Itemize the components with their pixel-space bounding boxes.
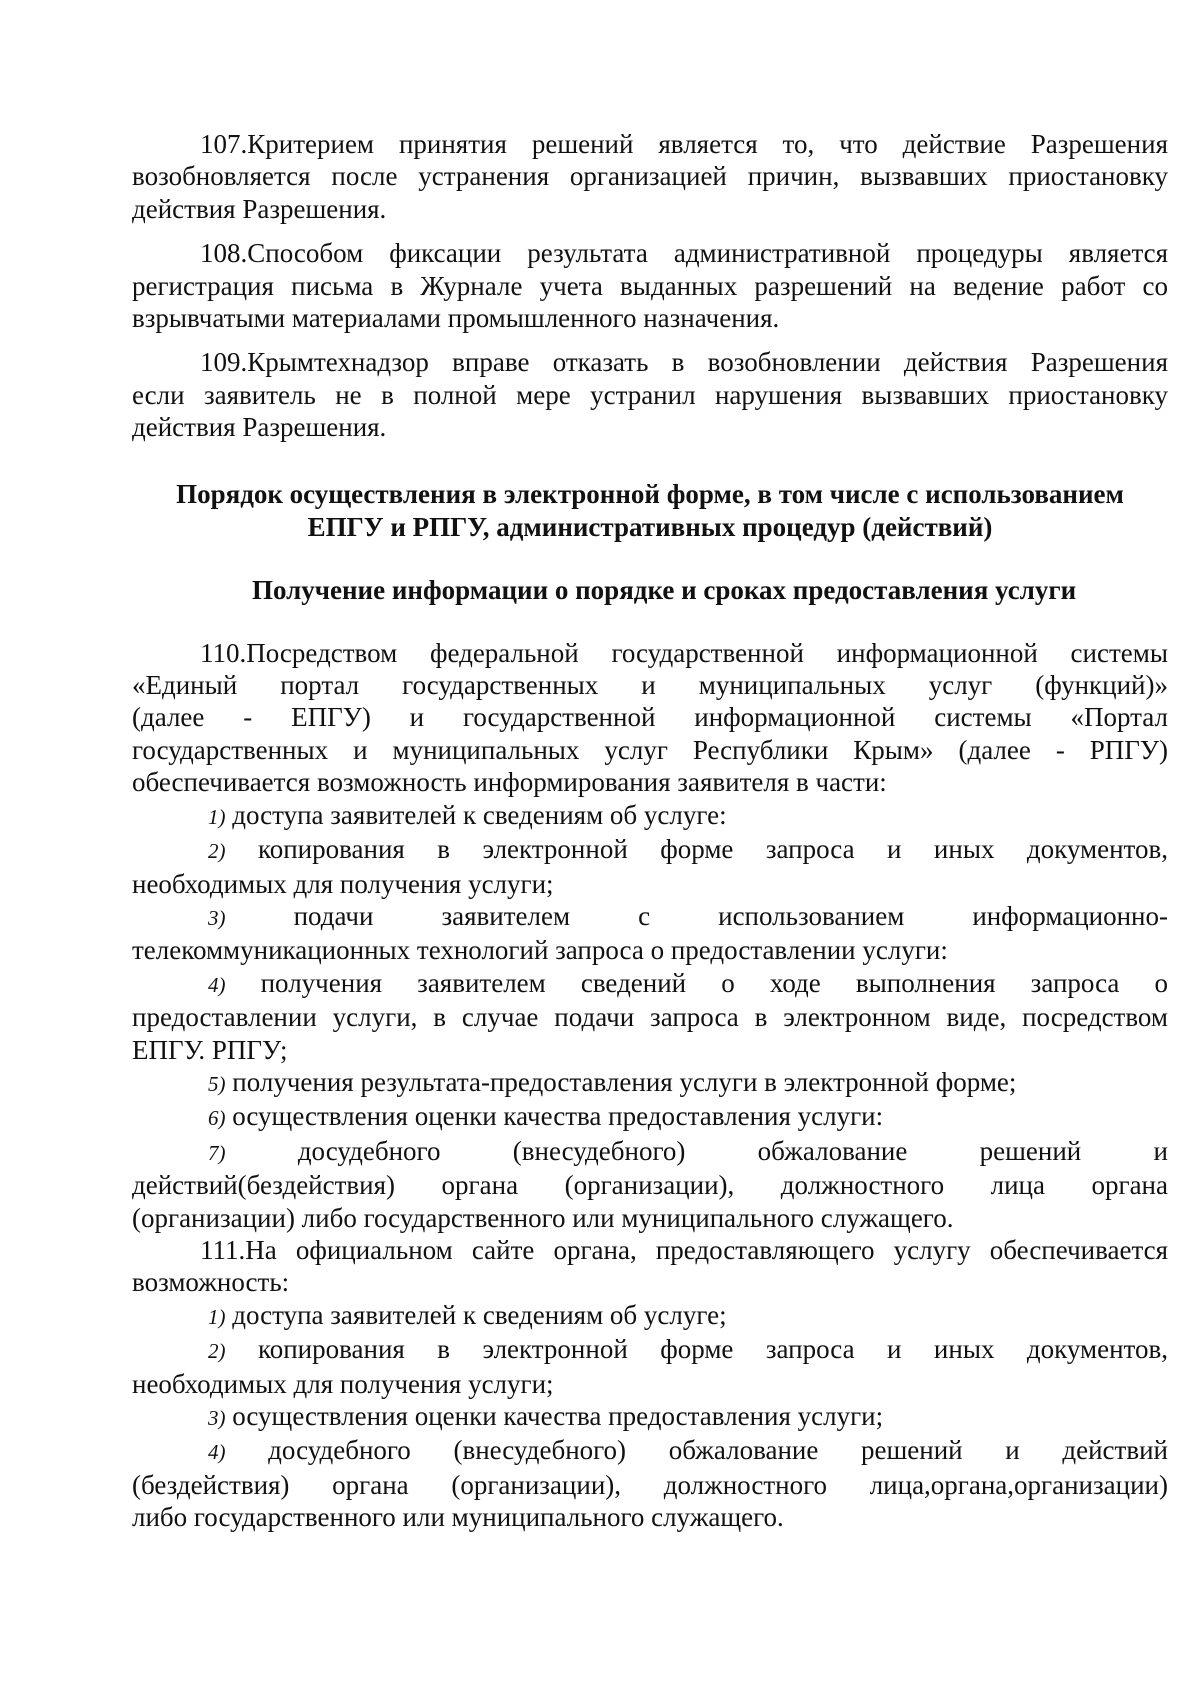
list-item-continuation: предоставлении услуги, в случае подачи запроса в электронном виде, посредством	[132, 1002, 1168, 1033]
paragraph-line: государственных и муниципальных услуг Республики Крым» (далее - РПГУ)	[132, 734, 1168, 765]
paragraph-line: 108.Способом фиксации результата административной процедуры является	[200, 238, 1168, 269]
list-number: 3)	[208, 1406, 226, 1430]
paragraph-line: действия Разрешения.	[132, 412, 387, 443]
paragraph-line: возобновляется после устранения организацией причин, вызвавших приостановку	[132, 161, 1168, 192]
list-item-continuation: телекоммуникационных технологий запроса о предоставлении услуги:	[132, 935, 948, 966]
list-number: 5)	[208, 1071, 226, 1096]
list-item	[132, 900, 1168, 934]
paragraph-line: обеспечивается возможность информирования заявителя в части:	[132, 767, 887, 798]
list-item	[132, 833, 1168, 867]
paragraph-line: регистрация письма в Журнале учета выданных разрешений на ведение работ со	[132, 270, 1168, 301]
list-text: осуществления оценки качества предоставления услуги;	[232, 1401, 884, 1431]
list-text: копирования в электронной форме запроса и иных документов,	[257, 834, 1168, 865]
list-number: 2)	[208, 1339, 226, 1364]
list-item	[132, 1299, 1168, 1333]
list-text: досудебного (внесудебного) обжалование решений и	[297, 1135, 1168, 1166]
list-item	[132, 799, 1168, 833]
paragraph-line: (далее - ЕПГУ) и государственной информационной системы «Портал	[132, 702, 1168, 733]
list-item-continuation: (организации) либо государственного или муниципального служащего.	[132, 1202, 954, 1233]
list-number: 1)	[208, 804, 226, 829]
list-item-continuation: ЕПГУ. РПГУ;	[132, 1034, 288, 1065]
list-item	[132, 967, 1168, 1001]
list-number: 3)	[208, 905, 226, 930]
paragraph-line: 107.Критерием принятия решений является то, что действие Разрешения	[200, 129, 1168, 159]
list-item-continuation: необходимых для получения услуги;	[132, 868, 554, 899]
list-item	[132, 1135, 1168, 1169]
list-item-continuation: либо государственного или муниципального служащего.	[132, 1502, 784, 1533]
list-number: 4)	[208, 972, 226, 997]
list-text: досудебного (внесудебного) обжалование решений и действий	[268, 1435, 1168, 1466]
paragraph-line: если заявитель не в полной мере устранил нарушения вызвавших приостановку	[132, 379, 1168, 410]
paragraph-line: 109.Крымтехнадзор вправе отказать в возобновлении действия Разрешения	[200, 347, 1168, 378]
paragraph-line: 111.На официальном сайте органа, предоставляющего услугу обеспечивается	[200, 1234, 1168, 1265]
list-item-continuation: (бездействия) органа (организации), должностного лица,органа,организации)	[132, 1469, 1168, 1500]
paragraph-line: возможность:	[132, 1267, 290, 1298]
list-text: получения результата-предоставления услуги в электронной форме;	[232, 1066, 1017, 1097]
list-item	[132, 1434, 1168, 1468]
list-number: 1)	[208, 1304, 226, 1329]
heading-line: ЕПГУ и РПГУ, административных процедур (действий)	[307, 511, 993, 542]
list-item	[132, 1400, 1168, 1434]
paragraph-line: действия Разрешения.	[132, 193, 387, 224]
list-number: 6)	[208, 1106, 226, 1131]
list-text: подачи заявителем с использованием информационно-	[293, 900, 1169, 931]
list-text: осуществления оценки качества предоставления услуги:	[232, 1101, 884, 1132]
list-text: получения заявителем сведений о ходе выполнения запроса о	[260, 967, 1168, 998]
heading-line: Порядок осуществления в электронной форме, в том числе с использованием	[176, 478, 1124, 509]
list-item	[132, 1333, 1168, 1367]
list-item	[132, 1066, 1168, 1100]
list-text: доступа заявителей к сведениям об услуге;	[232, 1299, 727, 1330]
paragraph-109	[132, 346, 1168, 443]
list-item-continuation: необходимых для получения услуги;	[132, 1368, 554, 1399]
subsection-heading: Получение информации о порядке и сроках предоставления услуги	[252, 574, 1077, 605]
paragraph-110	[132, 637, 1168, 1234]
paragraph-line: взрывчатыми материалами промышленного назначения.	[132, 303, 780, 334]
list-number: 4)	[208, 1440, 226, 1465]
list-item-continuation: действий(бездействия) органа (организации), должностного лица органа	[132, 1170, 1168, 1201]
list-number: 7)	[208, 1140, 226, 1165]
paragraph-line: 110.Посредством федеральной государственной информационной системы	[200, 637, 1168, 668]
paragraph-108	[132, 237, 1168, 334]
paragraph-107	[132, 128, 1168, 225]
document-body	[132, 128, 1168, 1534]
paragraph-line: «Единый портал государственных и муниципальных услуг (функций)»	[132, 670, 1168, 701]
paragraph-111	[132, 1234, 1168, 1534]
list-number: 2)	[208, 839, 226, 864]
list-text: доступа заявителей к сведениям об услуге:	[232, 799, 727, 830]
list-text: копирования в электронной форме запроса и иных документов,	[257, 1334, 1168, 1365]
list-item	[132, 1100, 1168, 1134]
section-heading	[132, 478, 1168, 544]
